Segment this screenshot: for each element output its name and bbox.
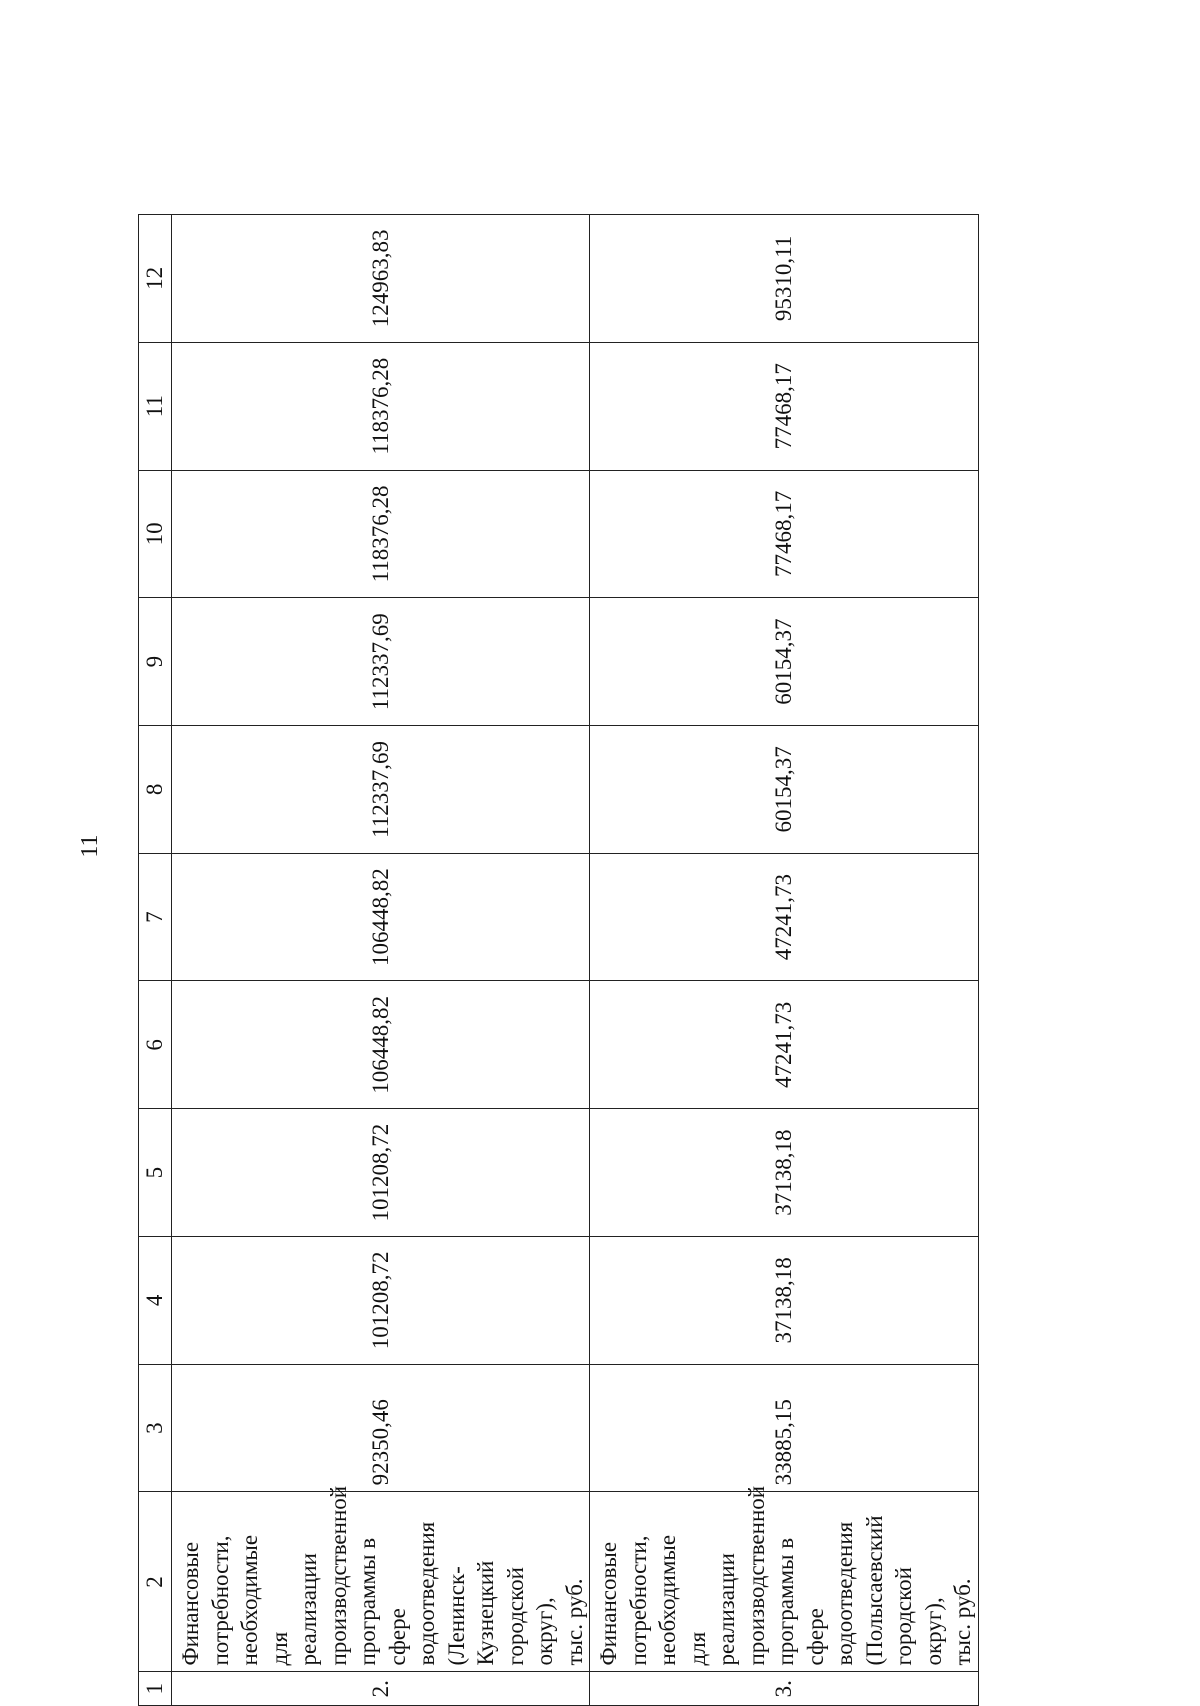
header-row [139, 215, 172, 1706]
value-cell: 106448,82 [172, 853, 590, 981]
table-row [172, 215, 590, 1706]
header-cell: 9 [139, 598, 172, 726]
row-index: 3. [590, 1672, 979, 1706]
value-cell: 37138,18 [590, 1109, 979, 1237]
header-cell: 10 [139, 470, 172, 598]
header-cell: 7 [139, 853, 172, 981]
value-cell: 101208,72 [172, 1236, 590, 1364]
value-cell: 47241,73 [590, 981, 979, 1109]
header-cell: 12 [139, 215, 172, 343]
value-cell: 77468,17 [590, 342, 979, 470]
header-cell: 5 [139, 1109, 172, 1237]
header-cell: 6 [139, 981, 172, 1109]
header-cell: 2 [139, 1492, 172, 1672]
row-index: 2. [172, 1672, 590, 1706]
row-description: Финансовые потребности, необходимые для реализации производственной программы в сфере водоотведения (Полысаевский городской округ), тыс. руб. [590, 1492, 979, 1672]
value-cell: 33885,15 [590, 1364, 979, 1492]
value-cell: 60154,37 [590, 598, 979, 726]
value-cell: 60154,37 [590, 726, 979, 854]
value-cell: 92350,46 [172, 1364, 590, 1492]
value-cell: 118376,28 [172, 470, 590, 598]
table-frame [138, 214, 975, 1706]
value-cell: 124963,83 [172, 215, 590, 343]
table-row [590, 215, 979, 1706]
header-cell: 8 [139, 726, 172, 854]
value-cell: 106448,82 [172, 981, 590, 1109]
header-cell: 1 [139, 1672, 172, 1706]
header-cell: 3 [139, 1364, 172, 1492]
row-description: Финансовые потребности, необходимые для реализации производственной программы в сфере водоотведения (Ленинск- Кузнецкий городской округ), тыс. руб. [172, 1492, 590, 1672]
value-cell: 112337,69 [172, 598, 590, 726]
financial-needs-table [138, 214, 979, 1706]
value-cell: 95310,11 [590, 215, 979, 343]
header-cell: 11 [139, 342, 172, 470]
header-cell: 4 [139, 1236, 172, 1364]
value-cell: 118376,28 [172, 342, 590, 470]
value-cell: 101208,72 [172, 1109, 590, 1237]
value-cell: 37138,18 [590, 1236, 979, 1364]
page-number: 11 [77, 834, 103, 858]
value-cell: 112337,69 [172, 726, 590, 854]
value-cell: 77468,17 [590, 470, 979, 598]
value-cell: 47241,73 [590, 853, 979, 981]
